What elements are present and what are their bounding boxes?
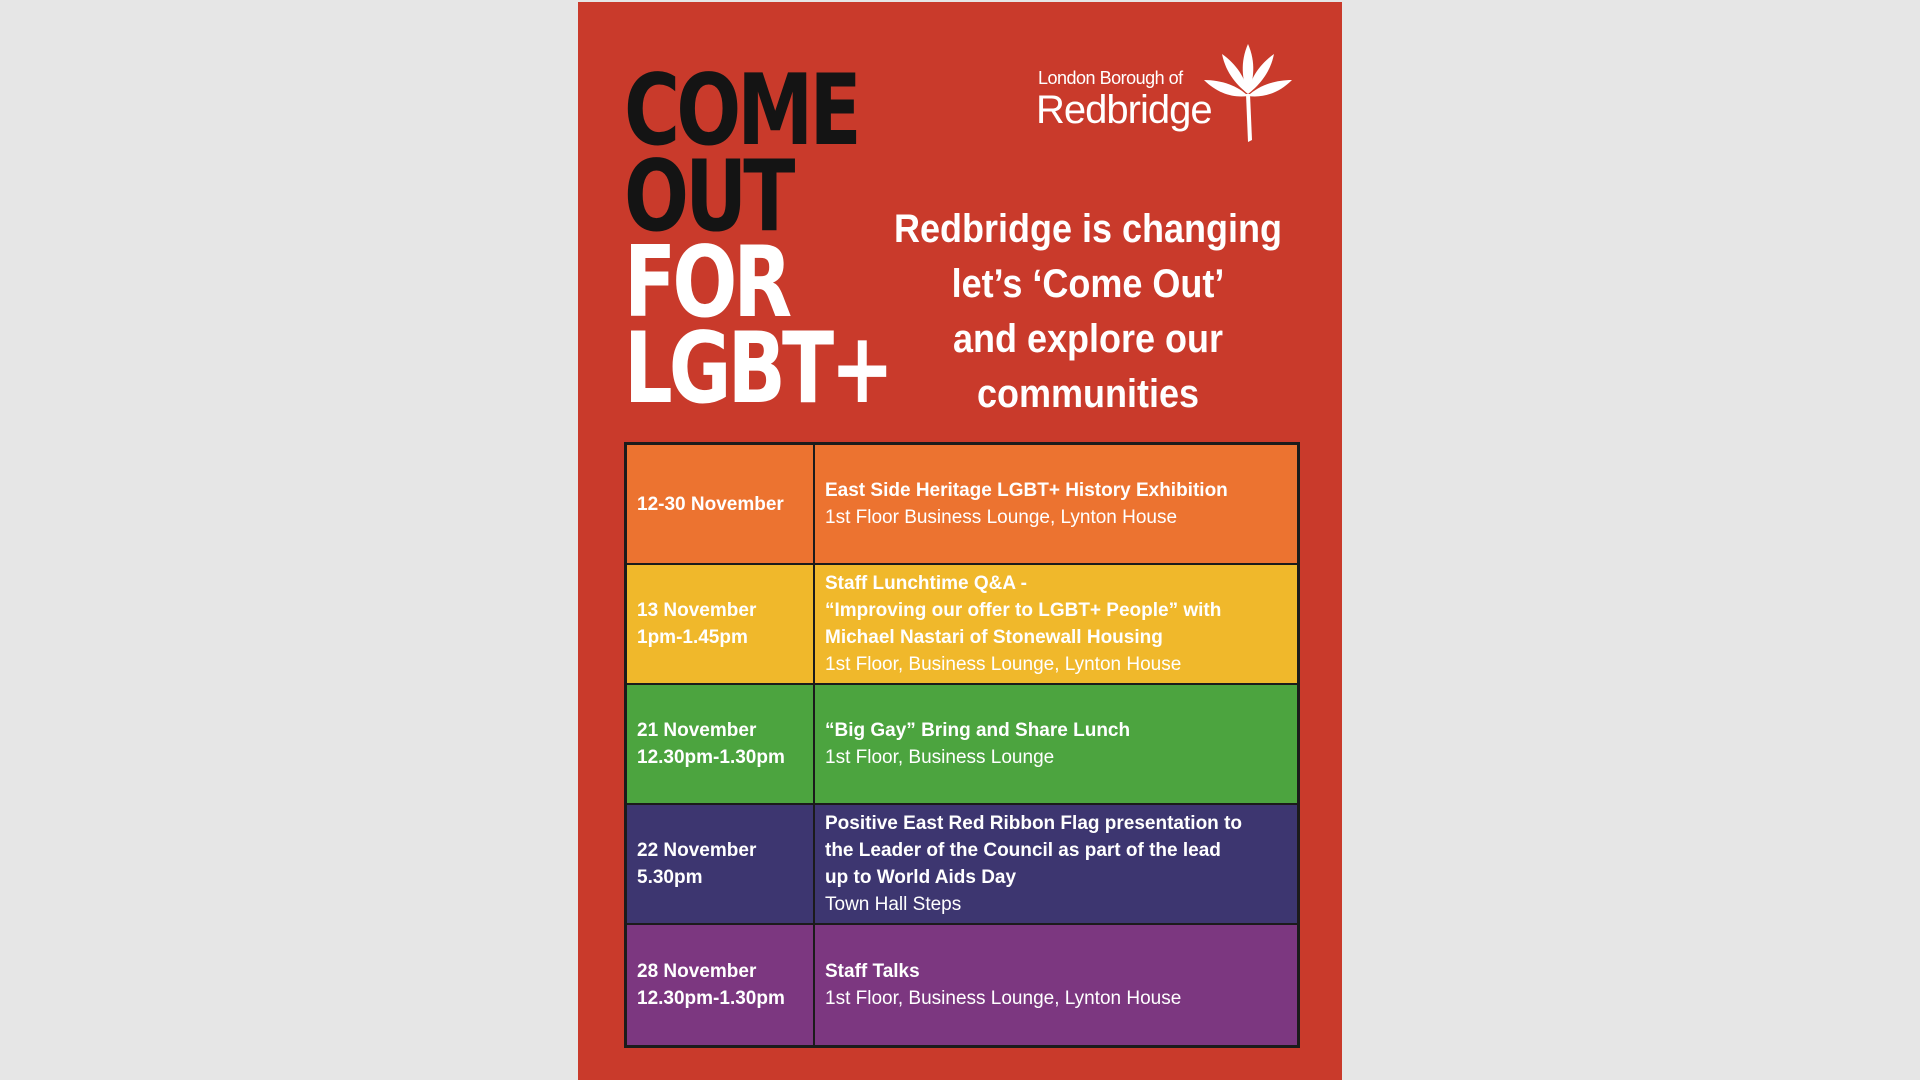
event-when — [627, 565, 815, 683]
event-when — [627, 805, 815, 923]
event-row — [627, 565, 1297, 685]
headline-line-out: OUT — [624, 140, 792, 254]
event-time: 1pm-1.45pm — [637, 627, 748, 648]
logo-subtitle: London Borough of — [1038, 68, 1183, 88]
event-when — [627, 925, 815, 1045]
event-row — [627, 925, 1297, 1045]
headline — [624, 54, 894, 426]
tagline-line-1: Redbridge is changing — [893, 207, 1283, 251]
event-row — [627, 445, 1297, 565]
event-row — [627, 685, 1297, 805]
leaf-icon — [1200, 40, 1296, 144]
redbridge-logo — [1038, 40, 1308, 150]
event-time: 5.30pm — [637, 867, 703, 888]
headline-line-come: COME — [624, 54, 858, 168]
event-title: “Big Gay” Bring and Share Lunch — [825, 720, 1131, 741]
tagline-line-4: communities — [976, 372, 1200, 416]
event-date: 13 November — [637, 600, 757, 621]
event-time: 12.30pm-1.30pm — [637, 988, 785, 1009]
event-details — [815, 805, 1297, 923]
event-time: 12.30pm-1.30pm — [637, 747, 785, 768]
event-title: Staff Talks — [825, 961, 920, 982]
event-details — [815, 565, 1297, 683]
events-table — [624, 442, 1300, 1048]
event-when — [627, 685, 815, 803]
event-details — [815, 445, 1297, 563]
event-venue: Town Hall Steps — [825, 894, 962, 915]
event-when — [627, 445, 815, 563]
event-row — [627, 805, 1297, 925]
tagline-line-2: let’s ‘Come Out’ — [951, 262, 1225, 306]
headline-line-lgbt: LGBT+ — [624, 312, 891, 426]
logo-title: Redbridge — [1036, 88, 1212, 132]
event-title: Positive East Red Ribbon Flag presentation to the Leader of the Council as part of the lead up to World Aids Day — [825, 813, 1242, 888]
headline-line-for: FOR — [624, 226, 789, 340]
event-title: East Side Heritage LGBT+ History Exhibition — [825, 480, 1228, 501]
event-venue: 1st Floor, Business Lounge, Lynton House — [825, 988, 1182, 1009]
event-date: 22 November — [637, 840, 757, 861]
event-date: 12-30 November — [637, 493, 784, 515]
event-venue: 1st Floor, Business Lounge, Lynton House — [825, 654, 1182, 675]
event-date: 21 November — [637, 720, 757, 741]
event-date: 28 November — [637, 961, 757, 982]
event-details — [815, 925, 1297, 1045]
event-details — [815, 685, 1297, 803]
event-venue: 1st Floor Business Lounge, Lynton House — [825, 507, 1178, 528]
tagline — [858, 202, 1318, 422]
poster — [578, 2, 1342, 1080]
tagline-line-3: and explore our — [952, 317, 1224, 361]
event-title: Staff Lunchtime Q&A - “Improving our offer to LGBT+ People” with Michael Nastari of Stonewall Housing — [825, 573, 1222, 648]
event-venue: 1st Floor, Business Lounge — [825, 747, 1055, 768]
